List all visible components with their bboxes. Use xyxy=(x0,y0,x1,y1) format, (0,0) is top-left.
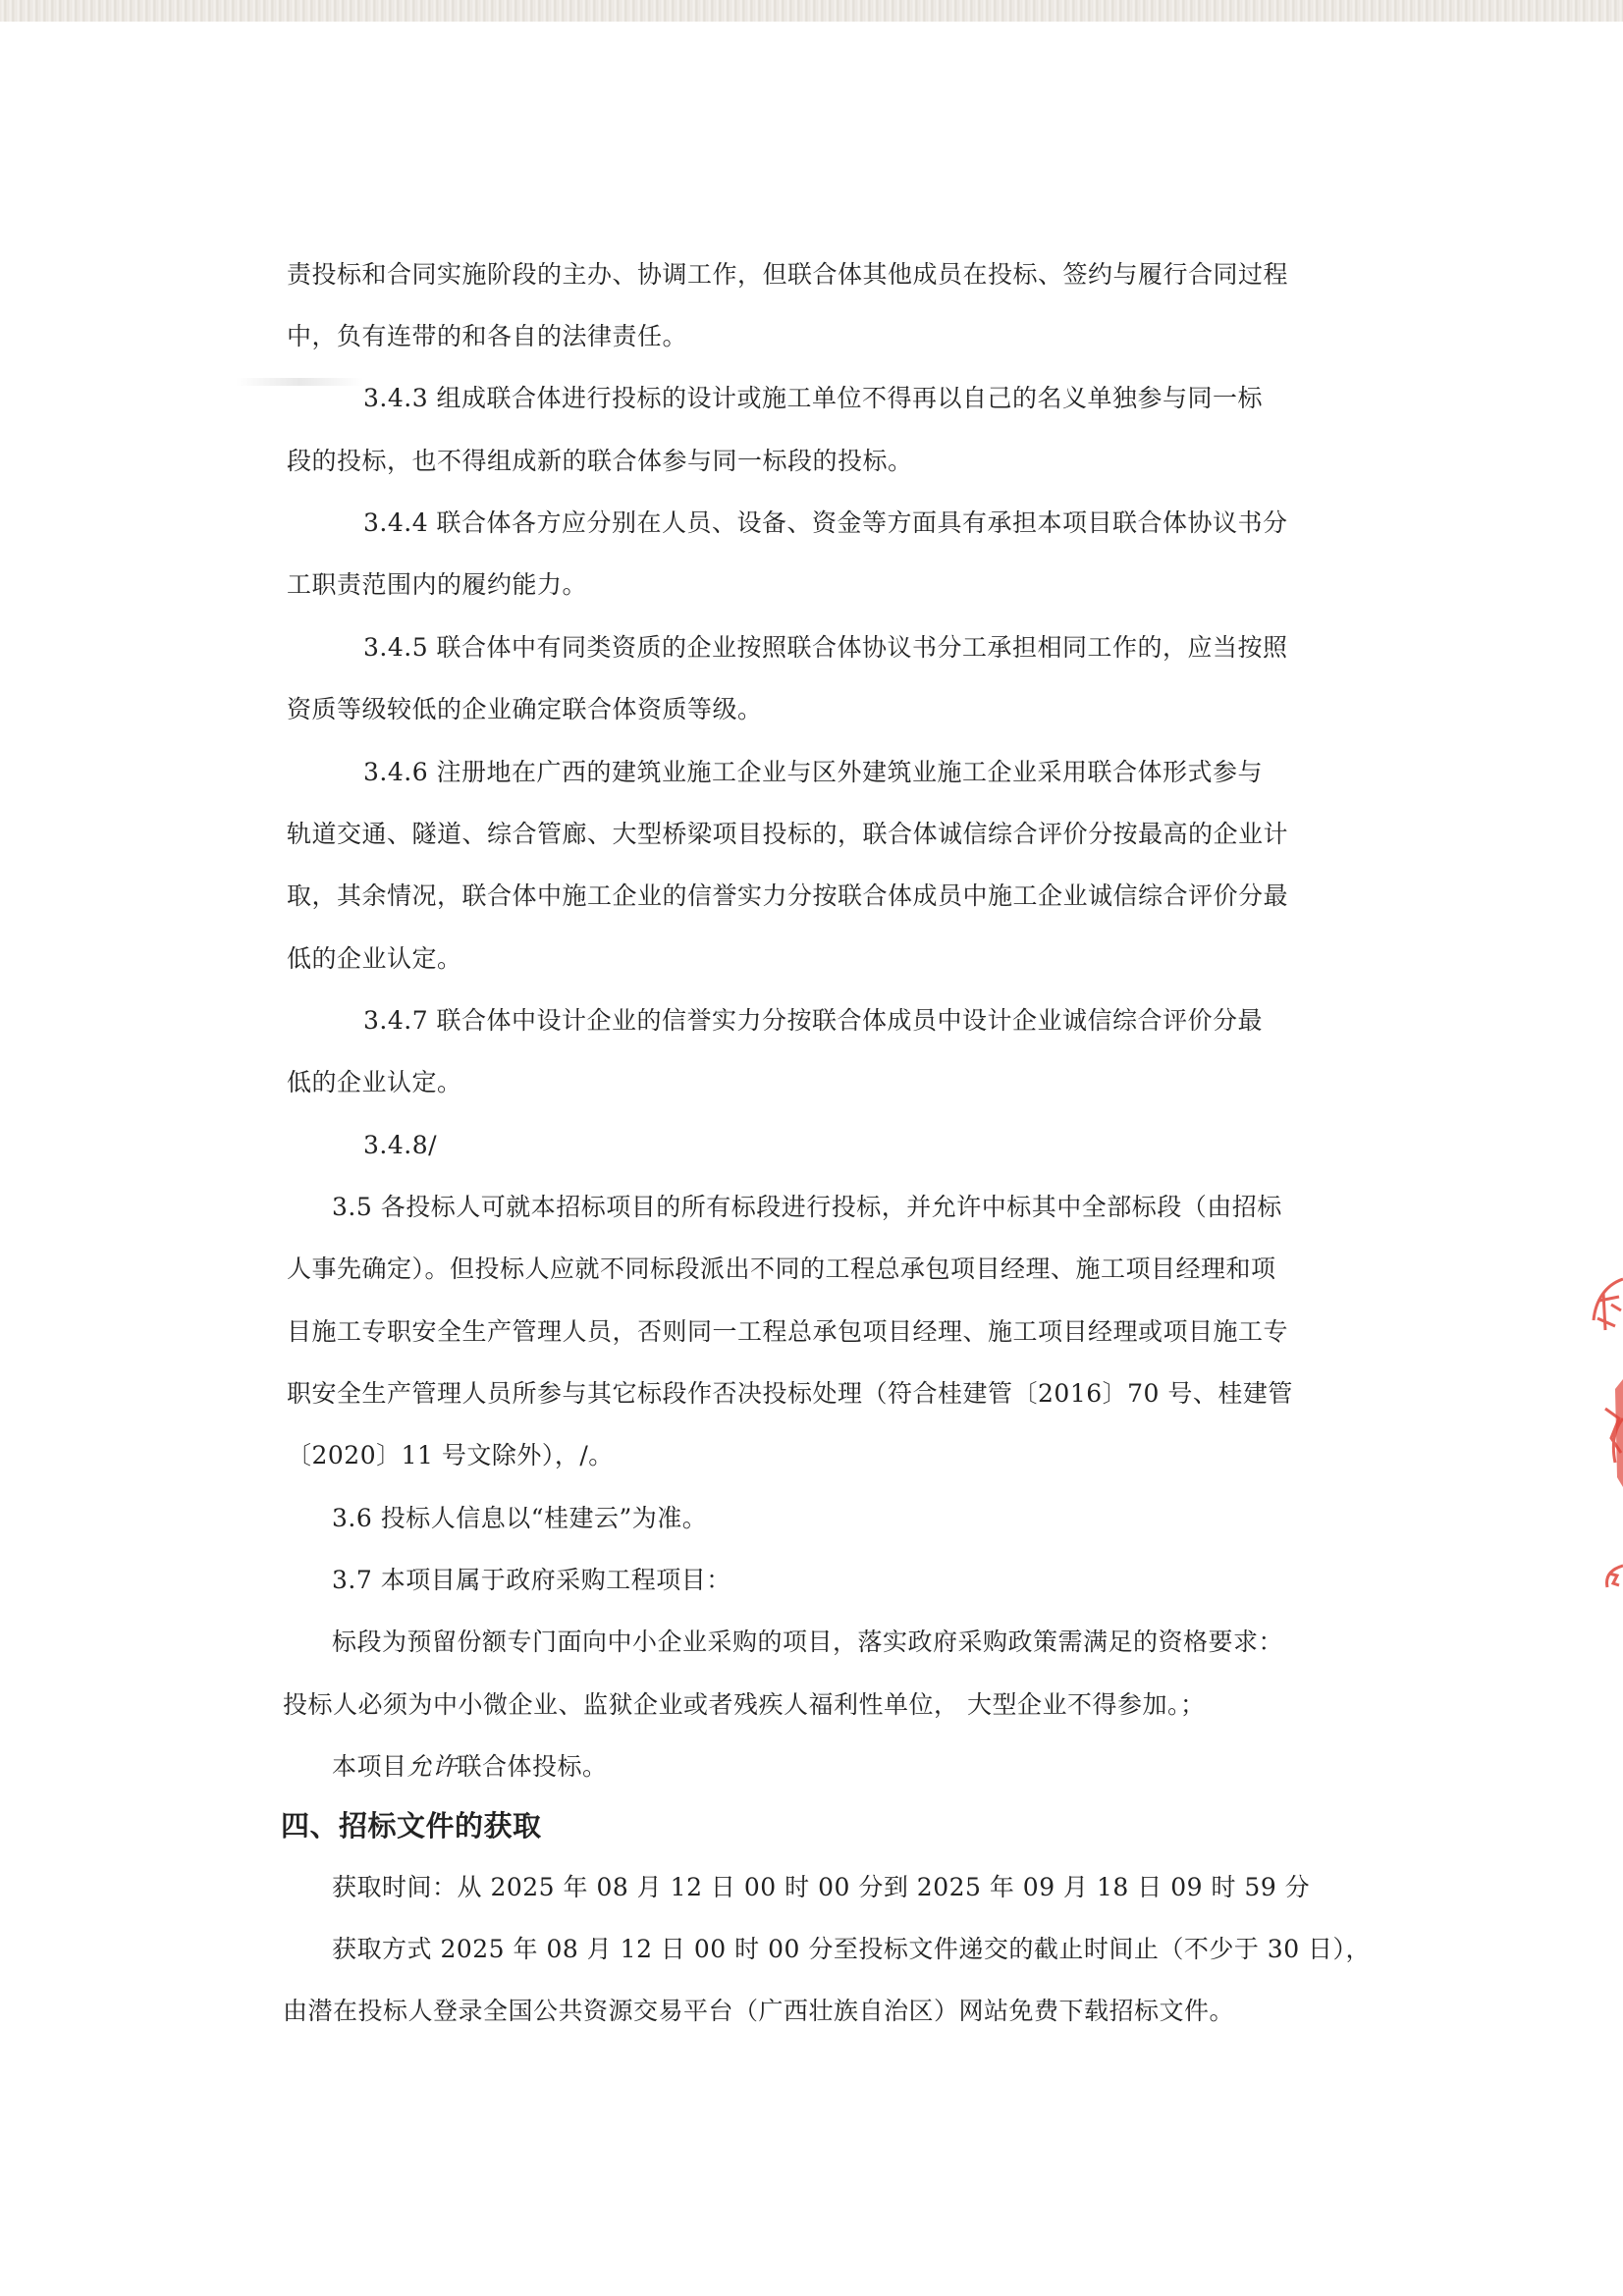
clause-3-6: 3.6 投标人信息以“桂建云”为准。 xyxy=(332,1504,708,1532)
clause-3-5: 3.5 各投标人可就本招标项目的所有标段进行投标，并允许中标其中全部标段（由招标 xyxy=(332,1193,1282,1221)
clause-3-4-6: 3.4.6 注册地在广西的建筑业施工企业与区外建筑业施工企业采用联合体形式参与 xyxy=(363,758,1264,786)
clause-3-4-8: 3.4.8/ xyxy=(363,1131,438,1159)
paragraph-line: 取，其余情况，联合体中施工企业的信誉实力分按联合体成员中施工企业诚信综合评价分最 xyxy=(287,881,1289,910)
red-seal-stamp xyxy=(1576,1271,1623,1644)
paragraph-line: 职安全生产管理人员所参与其它标段作否决投标处理（符合桂建管〔2016〕70 号、桂建管 xyxy=(287,1379,1293,1408)
paragraph-line: 工职责范围内的履约能力。 xyxy=(287,570,588,599)
paragraph-line: 低的企业认定。 xyxy=(287,1068,462,1096)
clause-3-4-7: 3.4.7 联合体中设计企业的信誉实力分按联合体成员中设计企业诚信综合评价分最 xyxy=(363,1006,1264,1035)
paragraph-line: 资质等级较低的企业确定联合体资质等级。 xyxy=(287,695,763,723)
consortium-line xyxy=(332,1751,608,1783)
paragraph-line: 轨道交通、隧道、综合管廊、大型桥梁项目投标的，联合体诚信综合评价分按最高的企业计 xyxy=(287,820,1289,848)
consortium-prefix: 本项目 xyxy=(332,1752,407,1781)
paragraph-line: 〔2020〕11 号文除外），/。 xyxy=(287,1441,614,1469)
scan-edge xyxy=(0,0,1623,22)
consortium-allowed: 允许 xyxy=(406,1752,458,1781)
clause-3-4-4: 3.4.4 联合体各方应分别在人员、设备、资金等方面具有承担本项目联合体协议书分 xyxy=(363,508,1288,537)
paragraph-line: 责投标和合同实施阶段的主办、协调工作，但联合体其他成员在投标、签约与履行合同过程 xyxy=(287,260,1289,289)
scan-smudge xyxy=(236,378,363,386)
paragraph-line: 段的投标，也不得组成新的联合体参与同一标段的投标。 xyxy=(287,447,913,475)
paragraph-line: 目施工专职安全生产管理人员，否则同一工程总承包项目经理、施工项目经理或项目施工专 xyxy=(287,1317,1289,1346)
paragraph-line: 人事先确定）。但投标人应就不同标段派出不同的工程总承包项目经理、施工项目经理和项 xyxy=(287,1255,1276,1283)
clause-3-4-5: 3.4.5 联合体中有同类资质的企业按照联合体协议书分工承担相同工作的，应当按照 xyxy=(363,633,1288,662)
section-heading: 四、招标文件的获取 xyxy=(281,1809,542,1842)
paragraph-line: 投标人必须为中小微企业、监狱企业或者残疾人福利性单位， 大型企业不得参加。； xyxy=(283,1690,1206,1719)
paragraph-line: 中，负有连带的和各自的法律责任。 xyxy=(287,322,688,350)
clause-3-7: 3.7 本项目属于政府采购工程项目： xyxy=(332,1566,731,1594)
consortium-suffix: 联合体投标。 xyxy=(457,1752,608,1781)
acquire-method: 获取方式 2025 年 08 月 12 日 00 时 00 分至投标文件递交的截止时间止（不少于 30 日）， xyxy=(332,1935,1372,1963)
paragraph-line: 由潜在投标人登录全国公共资源交易平台（广西壮族自治区）网站免费下载招标文件。 xyxy=(283,1997,1235,2025)
paragraph-line: 标段为预留份额专门面向中小企业采购的项目，落实政府采购政策需满足的资格要求： xyxy=(332,1628,1284,1656)
clause-3-4-3: 3.4.3 组成联合体进行投标的设计或施工单位不得再以自己的名义单独参与同一标 xyxy=(363,384,1264,412)
acquire-time: 获取时间：从 2025 年 08 月 12 日 00 时 00 分到 2025 年 09 月 18 日 09 时 59 分 xyxy=(332,1873,1311,1901)
paragraph-line: 低的企业认定。 xyxy=(287,944,462,973)
